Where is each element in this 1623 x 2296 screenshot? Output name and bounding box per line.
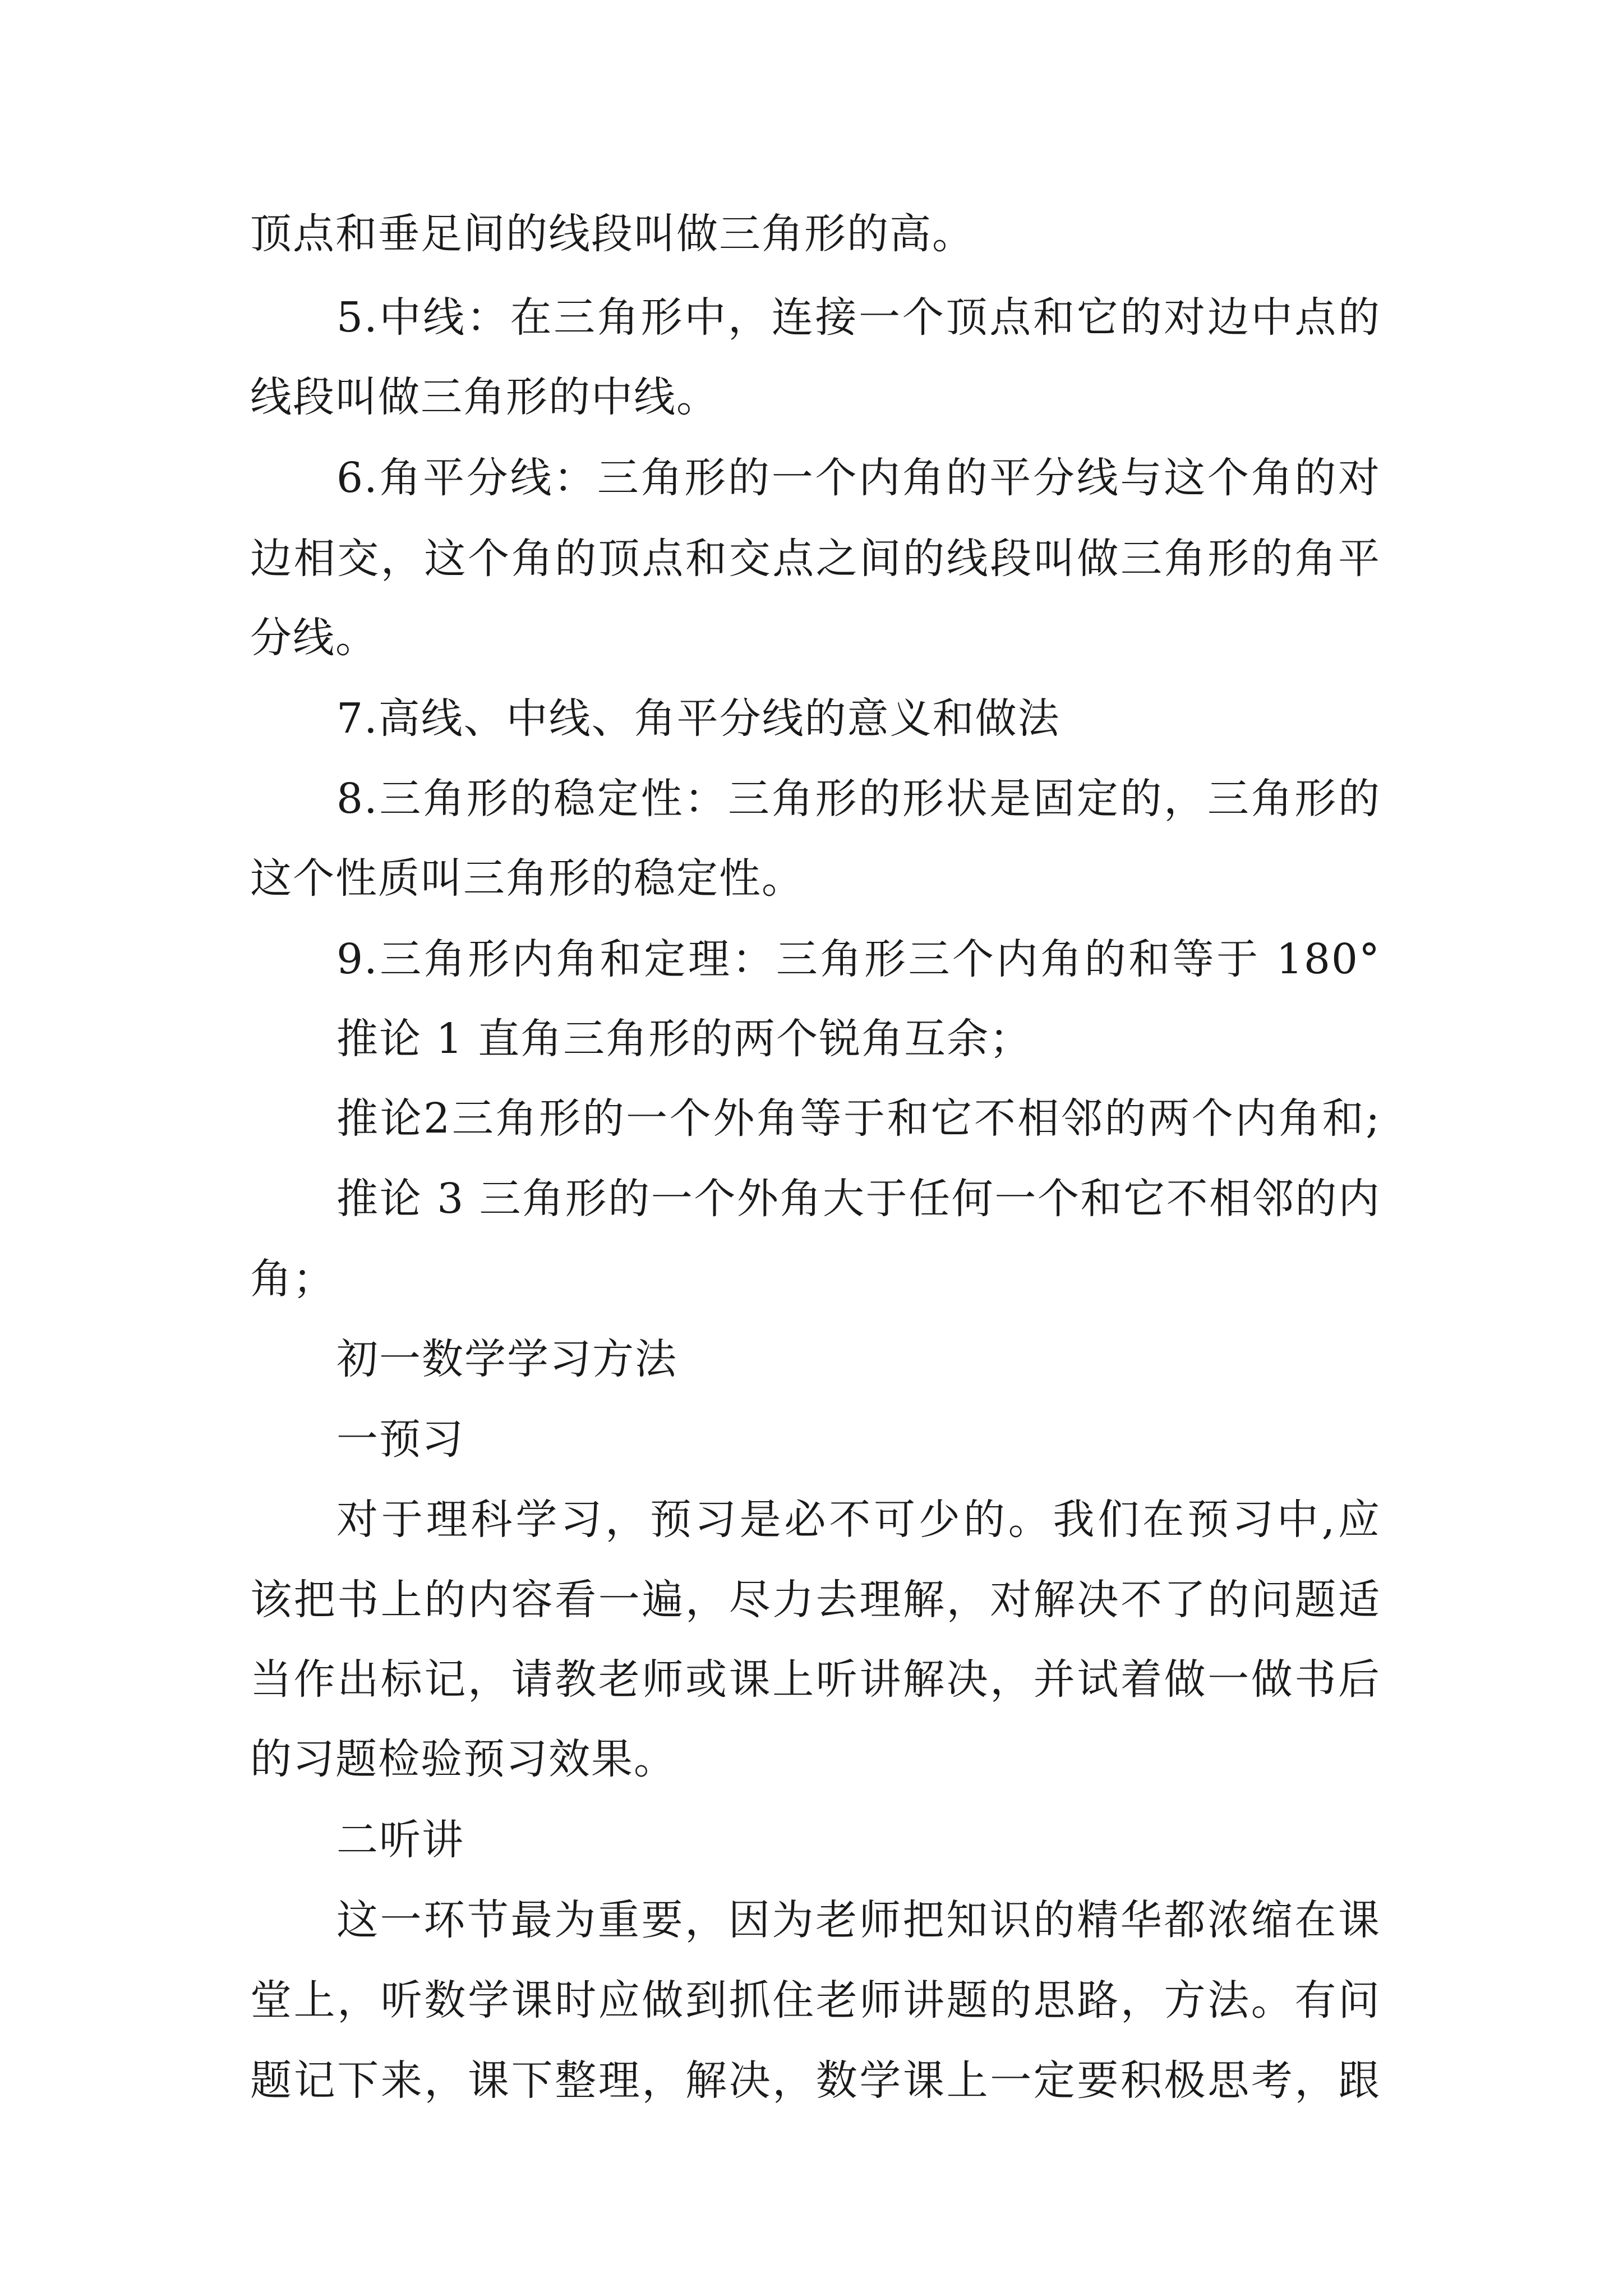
text-line-14: 角； [250,1255,335,1303]
text-line-13: 推论 3 三角形的一个外角大于任何一个和它不相邻的内 [336,1175,1381,1223]
text-line-19: 当作出标记，请教老师或课上听讲解决，并试着做一做书后 [250,1655,1381,1704]
text-line-23: 堂上，听数学课时应做到抓住老师讲题的思路，方法。有问 [250,1976,1381,2024]
text-line-4: 6.角平分线：三角形的一个内角的平分线与这个角的对 [336,454,1381,502]
section-heading: 初一数学学习方法 [336,1335,677,1383]
text-line-17: 对于理科学习，预习是必不可少的。我们在预习中,应 [336,1496,1381,1544]
text-line-11: 推论 1 直角三角形的两个锐角互余； [336,1015,1032,1063]
text-line-24: 题记下来，课下整理，解决，数学课上一定要积极思考，跟 [250,2056,1381,2105]
text-line-3: 线段叫做三角形的中线。 [250,373,719,421]
text-line-18: 该把书上的内容看一遍，尽力去理解，对解决不了的问题适 [250,1576,1381,1624]
text-line-20: 的习题检验预习效果。 [250,1735,676,1783]
text-line-9: 这个性质叫三角形的稳定性。 [250,854,804,903]
subheading-listen: 二听讲 [336,1816,464,1864]
subheading-preview: 一预习 [336,1415,464,1464]
text-line-7: 7.高线、中线、角平分线的意义和做法 [336,694,1061,743]
text-line-5: 边相交，这个角的顶点和交点之间的线段叫做三角形的角平 [250,535,1381,583]
text-line-12: 推论2三角形的一个外角等于和它不相邻的两个内角和; [336,1094,1381,1143]
text-line-22: 这一环节最为重要，因为老师把知识的精华都浓缩在课 [336,1896,1381,1944]
text-line-10: 9.三角形内角和定理：三角形三个内角的和等于 180° [336,935,1381,983]
text-line-6: 分线。 [250,614,378,662]
text-line-2: 5.中线：在三角形中，连接一个顶点和它的对边中点的 [336,293,1381,342]
text-line-8: 8.三角形的稳定性：三角形的形状是固定的，三角形的 [336,775,1381,823]
text-line-1: 顶点和垂足间的线段叫做三角形的高。 [250,210,975,258]
